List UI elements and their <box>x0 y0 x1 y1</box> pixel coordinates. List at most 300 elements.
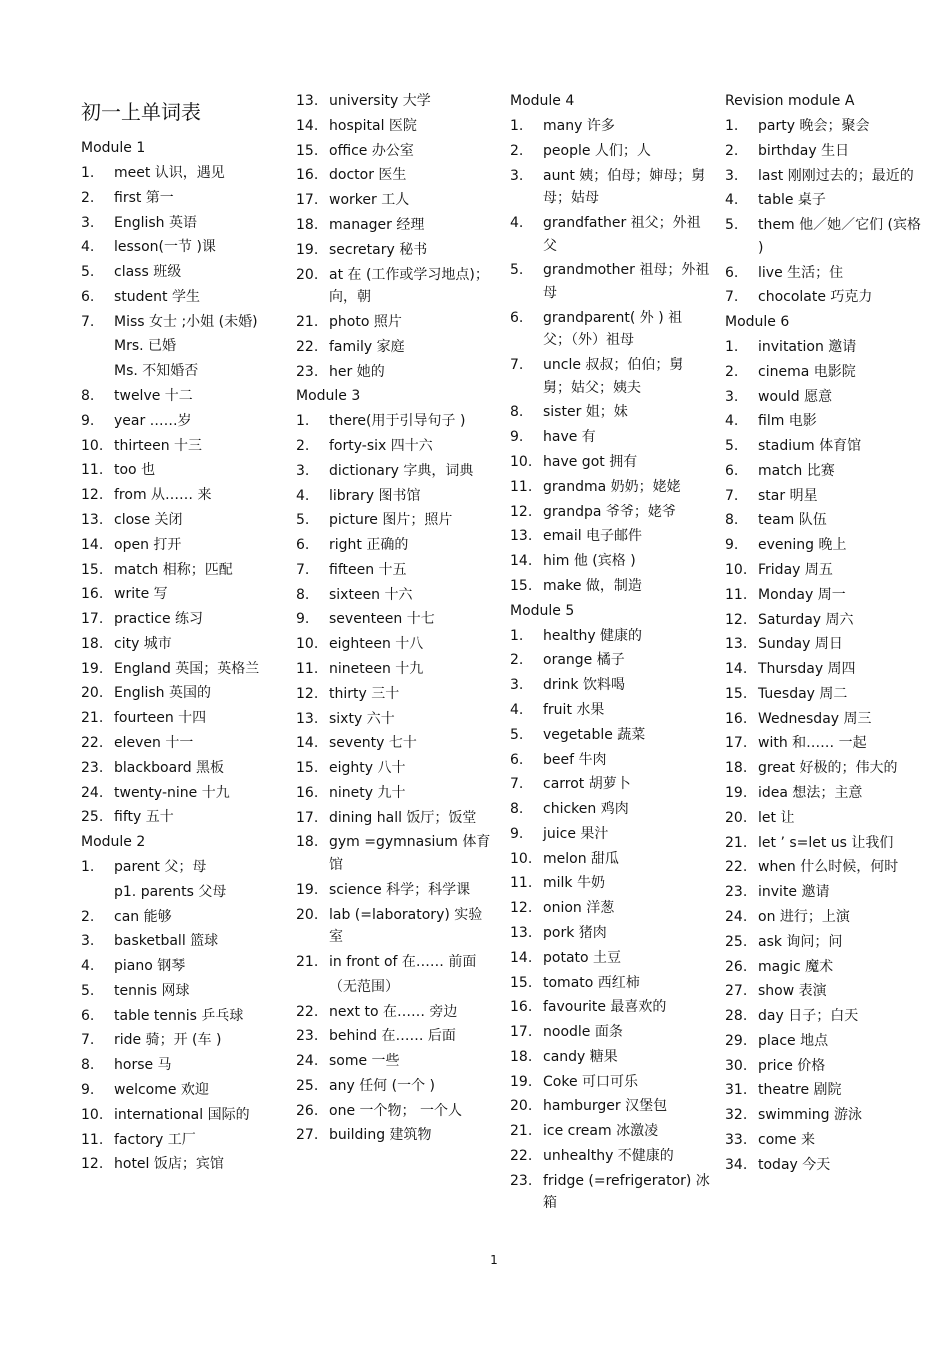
entry-text: great 好极的；伟大的 <box>758 760 898 777</box>
entry-text: dictionary 字典，词典 <box>329 462 474 479</box>
entry-number: 25. <box>725 933 748 950</box>
entry-text: gym =gymnasium 体育馆 <box>329 834 491 874</box>
entry-text: milk 牛奶 <box>543 875 605 892</box>
entry-number: 12. <box>81 1156 104 1173</box>
entry-number: 22. <box>296 1003 319 1020</box>
word-entry <box>725 558 925 583</box>
word-entry <box>81 384 281 409</box>
entry-text: theatre 剧院 <box>758 1082 842 1099</box>
entry-text: people 人们；人 <box>543 142 651 159</box>
column-2 <box>296 89 496 1148</box>
entry-number: 16. <box>510 999 533 1016</box>
entry-number: 9. <box>81 412 95 429</box>
entry-number: 11. <box>510 478 533 495</box>
word-entry <box>510 1169 710 1216</box>
entry-text: Coke 可口可乐 <box>543 1073 639 1090</box>
word-entry <box>725 806 925 831</box>
entry-text: stadium 体育馆 <box>758 438 862 455</box>
entry-text: English 英国的 <box>114 685 212 702</box>
word-entry <box>725 930 925 955</box>
entry-text: Mrs. 已婚 <box>114 338 177 355</box>
entry-number: 10. <box>510 850 533 867</box>
word-entry <box>296 409 496 434</box>
entry-text: meet 认识，遇见 <box>114 165 225 181</box>
entry-text: family 家庭 <box>329 338 405 355</box>
entry-number: 3. <box>725 167 739 184</box>
entry-text: her 她的 <box>329 363 385 380</box>
word-entry <box>296 950 496 975</box>
entry-text: beef 牛肉 <box>543 751 607 768</box>
word-entry <box>725 1054 925 1079</box>
word-entry <box>725 384 925 409</box>
entry-number: 17. <box>81 611 104 628</box>
word-entry <box>725 533 925 558</box>
entry-number: 17. <box>725 735 748 752</box>
entry-text: ninety 九十 <box>329 784 406 801</box>
word-entry <box>510 698 710 723</box>
word-entry <box>510 772 710 797</box>
word-entry <box>725 434 925 459</box>
word-entry <box>725 163 925 188</box>
word-entry <box>725 607 925 632</box>
word-entry <box>296 682 496 707</box>
entry-number: 6. <box>81 288 95 305</box>
entry-text: juice 果汁 <box>543 825 609 842</box>
entry-number: 8. <box>510 404 524 421</box>
word-entry <box>296 583 496 608</box>
word-entry <box>296 310 496 335</box>
word-entry <box>296 335 496 360</box>
entry-number: 17. <box>296 809 319 826</box>
entry-text: city 城市 <box>114 635 172 652</box>
entry-number: 11. <box>81 1131 104 1148</box>
entry-text: practice 练习 <box>114 611 204 628</box>
word-entry <box>81 582 281 607</box>
word-entry <box>81 979 281 1004</box>
entry-number: 16. <box>296 784 319 801</box>
word-entry <box>296 1099 496 1124</box>
entry-number: 12. <box>510 900 533 917</box>
entry-text: too 也 <box>114 462 156 479</box>
column-1 <box>81 94 281 1177</box>
entry-number: 8. <box>725 512 739 529</box>
word-entry <box>510 822 710 847</box>
entry-text: next to 在…… 旁边 <box>329 1003 458 1020</box>
word-entry <box>725 831 925 856</box>
word-entry <box>81 1103 281 1128</box>
entry-text: let 让 <box>758 809 795 826</box>
entry-text: office 办公室 <box>329 142 414 159</box>
entry-number: 5. <box>296 512 310 529</box>
entry-number: 2. <box>725 142 739 159</box>
page-number: 1 <box>490 1253 498 1267</box>
entry-number: 9. <box>510 825 524 842</box>
entry-text: on 进行；上演 <box>758 908 850 925</box>
entry-number: 15. <box>510 577 533 594</box>
entry-text: English 英语 <box>114 214 198 231</box>
word-entry <box>510 1070 710 1095</box>
entry-number: 32. <box>725 1107 748 1124</box>
word-entry <box>296 878 496 903</box>
word-entry <box>725 1078 925 1103</box>
entry-number: 3. <box>81 214 95 231</box>
entry-number: 5. <box>725 438 739 455</box>
entry-text: welcome 欢迎 <box>114 1082 209 1099</box>
word-entry <box>81 334 281 359</box>
entry-text: invitation 邀请 <box>758 338 857 355</box>
word-entry <box>725 508 925 533</box>
word-entry <box>81 1152 281 1177</box>
word-entry <box>81 706 281 731</box>
word-entry <box>296 459 496 484</box>
entry-text: Sunday 周日 <box>758 636 843 653</box>
entry-text: when 什么时候，何时 <box>758 859 899 876</box>
entry-number: 4. <box>296 487 310 504</box>
entry-text: lab (=laboratory) 实验室 <box>329 906 483 946</box>
entry-text: library 图书馆 <box>329 487 421 504</box>
entry-text: picture 图片；照片 <box>329 512 453 529</box>
entry-text: nineteen 十九 <box>329 661 424 677</box>
entry-number: 23. <box>296 1028 319 1045</box>
entry-text: in front of 在…… 前面 <box>329 954 477 970</box>
word-entry <box>510 1119 710 1144</box>
word-entry <box>81 756 281 781</box>
entry-number: 2. <box>725 363 739 380</box>
entry-number: 20. <box>510 1098 533 1115</box>
word-entry <box>296 558 496 583</box>
entry-text: write 写 <box>114 586 168 603</box>
entry-text: factory 工厂 <box>114 1131 196 1148</box>
entry-number: 16. <box>81 586 104 603</box>
entry-number: 13. <box>510 528 533 545</box>
entry-number: 16. <box>296 167 319 184</box>
entry-number: 12. <box>81 487 104 504</box>
entry-number: 22. <box>725 859 748 876</box>
entry-text: fourteen 十四 <box>114 710 207 727</box>
entry-number: 3. <box>510 167 524 184</box>
entry-number: 31. <box>725 1082 748 1099</box>
word-entry <box>725 905 925 930</box>
entry-text: drink 饮料喝 <box>543 677 625 694</box>
word-entry <box>296 262 496 309</box>
word-entry <box>296 607 496 632</box>
word-entry <box>725 1029 925 1054</box>
word-entry <box>81 904 281 929</box>
entry-number: 4. <box>725 192 739 209</box>
column-3 <box>510 89 710 1216</box>
word-entry <box>510 450 710 475</box>
entry-number: 14. <box>296 735 319 752</box>
entry-text: blackboard 黑板 <box>114 759 225 776</box>
entry-number: 8. <box>81 1057 95 1074</box>
entry-number: 7. <box>510 357 524 374</box>
entry-text: eleven 十一 <box>114 734 194 751</box>
entry-text: film 电影 <box>758 413 817 430</box>
entry-text: ride 骑；开 (车 ) <box>114 1032 222 1049</box>
entry-text: potato 土豆 <box>543 949 622 966</box>
entry-number: 12. <box>725 611 748 628</box>
entry-number: 13. <box>296 710 319 727</box>
entry-text: grandma 奶奶；姥姥 <box>543 478 681 495</box>
entry-text: noodle 面条 <box>543 1024 623 1041</box>
entry-number: 15. <box>296 142 319 159</box>
entry-number: 25. <box>296 1077 319 1094</box>
word-entry <box>510 475 710 500</box>
entry-number: 20. <box>725 809 748 826</box>
entry-number: 2. <box>510 652 524 669</box>
entry-number: 3. <box>510 677 524 694</box>
entry-number: 26. <box>725 958 748 975</box>
entry-number: 23. <box>725 884 748 901</box>
entry-number: 4. <box>81 958 95 975</box>
entry-text: there(用于引导句子 ) <box>329 413 466 430</box>
entry-number: 22. <box>296 338 319 355</box>
word-entry <box>510 139 710 164</box>
word-entry <box>81 880 281 905</box>
entry-text: email 电子邮件 <box>543 528 643 545</box>
entry-number: 33. <box>725 1131 748 1148</box>
entry-number: 5. <box>81 982 95 999</box>
entry-text: ask 询问；问 <box>758 933 843 950</box>
entry-number: 2. <box>296 437 310 454</box>
word-entry <box>510 400 710 425</box>
word-entry <box>510 163 710 210</box>
word-entry <box>81 508 281 533</box>
entry-text: student 学生 <box>114 288 200 305</box>
entry-text: photo 照片 <box>329 313 402 330</box>
entry-number: 3. <box>725 388 739 405</box>
entry-number: 15. <box>296 760 319 777</box>
entry-number: 6. <box>725 264 739 281</box>
word-entry <box>725 707 925 732</box>
entry-text: grandmother 祖母；外祖母 <box>543 262 710 301</box>
entry-text: at 在 (工作或学习地点)；向，朝 <box>329 266 489 306</box>
entry-number: 8. <box>510 801 524 818</box>
word-entry <box>296 1049 496 1074</box>
entry-number: 26. <box>296 1102 319 1119</box>
word-entry <box>725 682 925 707</box>
entry-number: 18. <box>510 1048 533 1065</box>
entry-number: 1. <box>510 627 524 644</box>
word-entry <box>510 624 710 649</box>
entry-text: birthday 生日 <box>758 142 850 159</box>
entry-number: 22. <box>81 734 104 751</box>
word-entry <box>510 946 710 971</box>
word-entry <box>81 1053 281 1078</box>
entry-text: Miss 女士 ;小姐 (未婚) <box>114 313 258 330</box>
word-entry <box>296 114 496 139</box>
entry-text: hamburger 汉堡包 <box>543 1098 668 1115</box>
entry-number: 17. <box>296 192 319 209</box>
entry-text: one 一个物； 一个人 <box>329 1102 462 1119</box>
word-entry <box>296 213 496 238</box>
entry-number: 1. <box>81 165 95 181</box>
word-entry <box>81 285 281 310</box>
entry-number: 10. <box>510 454 533 470</box>
word-entry <box>725 285 925 310</box>
word-entry <box>296 756 496 781</box>
entry-number: 21. <box>296 313 319 330</box>
entry-text: place 地点 <box>758 1032 829 1049</box>
word-entry <box>296 632 496 657</box>
entry-number: 13. <box>725 636 748 653</box>
word-entry <box>296 999 496 1024</box>
entry-text: uncle 叔叔；伯伯；舅舅；姑父；姨夫 <box>543 357 684 396</box>
module-heading: Module 1 <box>81 140 146 156</box>
entry-number: 14. <box>296 117 319 134</box>
entry-text: can 能够 <box>114 908 172 925</box>
entry-number: 20. <box>296 906 319 923</box>
entry-text: table 桌子 <box>758 192 826 209</box>
word-entry <box>296 89 496 114</box>
entry-number: 18. <box>296 217 319 233</box>
entry-number: 18. <box>725 760 748 777</box>
entry-text: open 打开 <box>114 536 182 553</box>
entry-number: 24. <box>296 1053 319 1070</box>
word-entry <box>510 797 710 822</box>
word-entry <box>81 1128 281 1153</box>
entry-text: from 从…… 来 <box>114 487 212 504</box>
word-entry <box>725 756 925 781</box>
word-entry <box>510 306 710 353</box>
word-entry <box>81 186 281 211</box>
word-entry <box>81 359 281 384</box>
entry-number: 12. <box>510 503 533 520</box>
word-entry <box>725 213 925 260</box>
entry-number: 3. <box>81 933 95 950</box>
entry-text: p1. parents 父母 <box>114 883 227 900</box>
entry-number: 19. <box>296 241 319 258</box>
word-entry <box>296 1024 496 1049</box>
word-entry <box>725 1004 925 1029</box>
entry-number: 7. <box>510 776 524 793</box>
entry-number: 9. <box>725 537 739 554</box>
entry-number: 19. <box>296 881 319 898</box>
entry-text: university 大学 <box>329 93 431 110</box>
entry-number: 14. <box>510 553 533 570</box>
entry-text: cinema 电影院 <box>758 363 856 380</box>
entry-text: tomato 西红柿 <box>543 974 640 991</box>
entry-number: 7. <box>296 561 310 578</box>
entry-text: chicken 鸡肉 <box>543 801 629 818</box>
word-entry <box>81 1004 281 1029</box>
entry-text: horse 马 <box>114 1057 172 1074</box>
entry-text: secretary 秘书 <box>329 241 428 258</box>
word-entry <box>81 483 281 508</box>
entry-text: thirty 三十 <box>329 685 400 702</box>
entry-text: grandfather 祖父；外祖父 <box>543 214 701 254</box>
word-entry <box>81 235 281 260</box>
word-entry <box>81 557 281 582</box>
entry-number: 9. <box>296 611 310 628</box>
entry-text: pork 猪肉 <box>543 924 607 941</box>
entry-text: price 价格 <box>758 1057 826 1074</box>
entry-text: Tuesday 周二 <box>758 685 848 702</box>
entry-number: 18. <box>81 635 104 652</box>
entry-number: 6. <box>725 462 739 479</box>
word-entry <box>81 855 281 880</box>
entry-text: table tennis 乒乓球 <box>114 1007 244 1024</box>
entry-number: 11. <box>81 462 104 479</box>
entry-number: 15. <box>510 974 533 991</box>
word-entry <box>81 681 281 706</box>
word-entry <box>510 648 710 673</box>
entry-number: 23. <box>296 363 319 380</box>
entry-text: match 相称；匹配 <box>114 561 233 578</box>
entry-text: twenty-nine 十九 <box>114 784 230 801</box>
word-entry <box>296 139 496 164</box>
entry-text: fridge (=refrigerator) 冰箱 <box>543 1172 710 1212</box>
entry-text: seventeen 十七 <box>329 611 435 628</box>
word-entry <box>81 780 281 805</box>
entry-text: come 来 <box>758 1131 815 1148</box>
entry-text: him 他 (宾格 ) <box>543 553 636 570</box>
word-entry <box>81 657 281 682</box>
word-entry <box>81 632 281 657</box>
entry-text: many 许多 <box>543 118 615 134</box>
word-entry <box>725 1128 925 1153</box>
entry-number: 2. <box>510 142 524 159</box>
word-entry <box>296 434 496 459</box>
word-entry <box>296 657 496 682</box>
word-entry <box>510 896 710 921</box>
entry-text: seventy 七十 <box>329 735 417 752</box>
word-entry <box>510 847 710 872</box>
entry-number: 11. <box>725 586 748 603</box>
entry-text: thirteen 十三 <box>114 437 203 454</box>
entry-text: doctor 医生 <box>329 167 407 184</box>
entry-number: 15. <box>725 685 748 702</box>
entry-text: magic 魔术 <box>758 958 834 975</box>
entry-text: parent 父；母 <box>114 859 207 875</box>
entry-text: sister 姐；妹 <box>543 404 628 421</box>
entry-text: worker 工人 <box>329 192 410 209</box>
entry-number: 1. <box>725 338 739 355</box>
entry-number: 12. <box>296 685 319 702</box>
word-entry <box>510 574 710 599</box>
entry-text: Ms. 不知婚否 <box>114 363 199 380</box>
entry-number: 1. <box>296 413 310 430</box>
word-entry <box>81 161 281 186</box>
word-entry <box>725 979 925 1004</box>
entry-text: eighteen 十八 <box>329 636 424 653</box>
word-entry <box>81 954 281 979</box>
entry-text: Friday 周五 <box>758 562 833 578</box>
module-heading: Module 6 <box>725 313 790 330</box>
entry-number: 4. <box>510 214 524 231</box>
entry-number: 6. <box>296 537 310 554</box>
entry-number: 24. <box>725 908 748 925</box>
entry-text: favourite 最喜欢的 <box>543 999 667 1016</box>
entry-text: eighty 八十 <box>329 760 406 777</box>
entry-number: 7. <box>725 289 739 306</box>
entry-text: grandparent( 外 ) 祖父；（外）祖母 <box>543 309 683 349</box>
word-entry <box>81 409 281 434</box>
entry-number: 20. <box>296 266 319 283</box>
word-entry <box>81 1028 281 1053</box>
entry-text: hotel 饭店；宾馆 <box>114 1156 224 1173</box>
page-title: 初一上单词表 <box>81 100 201 124</box>
entry-text: piano 钢琴 <box>114 958 186 975</box>
word-entry <box>510 524 710 549</box>
word-entry <box>81 731 281 756</box>
entry-number: 20. <box>81 685 104 702</box>
entry-text: Wednesday 周三 <box>758 710 872 727</box>
entry-text: show 表演 <box>758 983 827 1000</box>
word-entry <box>296 781 496 806</box>
module-heading: Module 2 <box>81 834 146 850</box>
entry-text: with 和…… 一起 <box>758 735 867 752</box>
